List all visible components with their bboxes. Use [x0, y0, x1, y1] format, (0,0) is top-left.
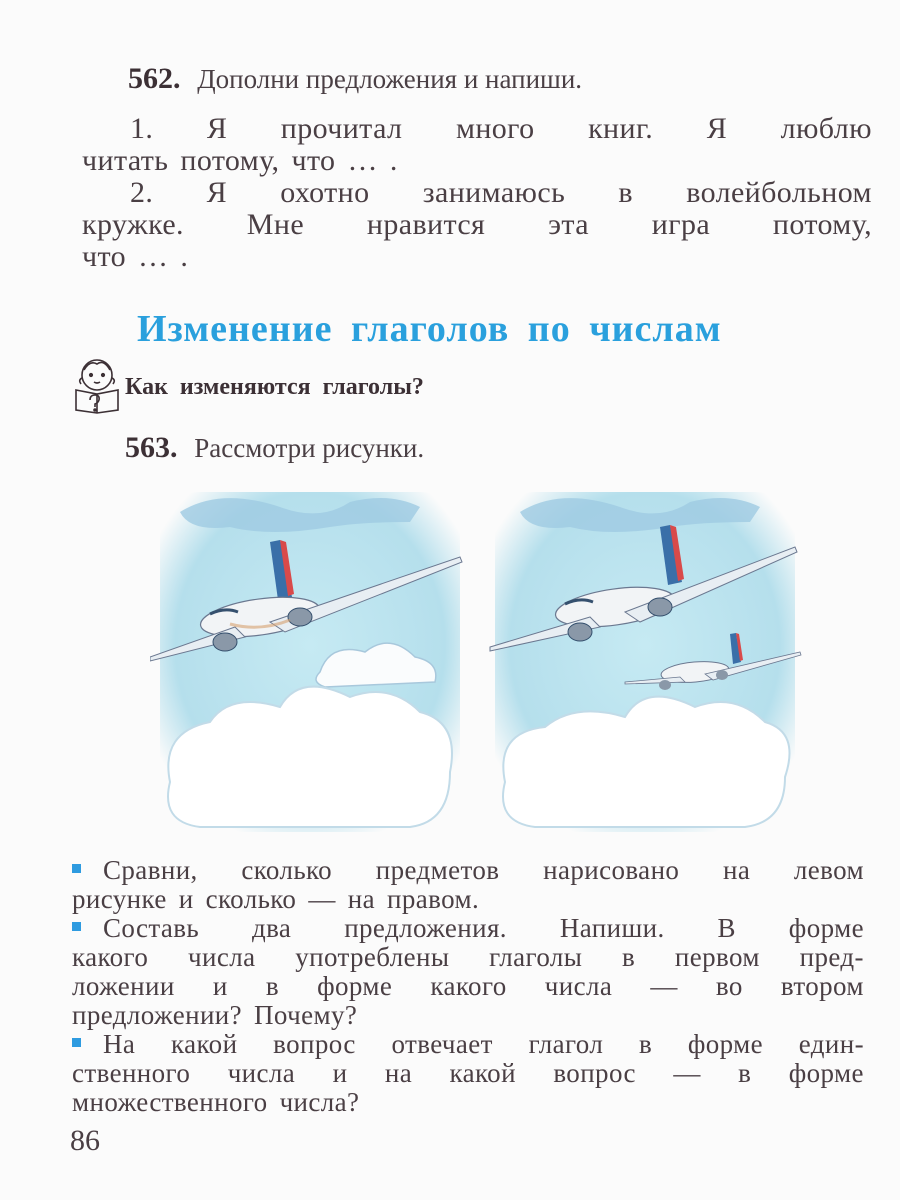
word: — — [650, 971, 678, 1001]
word: какого — [430, 971, 507, 1001]
word: левом — [793, 855, 864, 885]
exercise-number: 562. — [128, 62, 181, 95]
word: Я — [706, 112, 728, 145]
word: На — [103, 1029, 136, 1059]
word: … — [138, 240, 169, 273]
word: Мне — [246, 208, 305, 241]
word: множественного — [72, 1087, 268, 1117]
word: числа? — [279, 1087, 360, 1117]
word: форме — [317, 971, 393, 1001]
word: Сравни, — [103, 855, 198, 885]
word: — — [673, 1058, 701, 1088]
word: что — [82, 240, 127, 273]
word: Почему? — [254, 1000, 358, 1030]
word: пред- — [799, 942, 864, 972]
word: предложения. — [344, 913, 507, 943]
word: ложении — [72, 971, 175, 1001]
exercise-562-heading — [128, 62, 582, 96]
task-line — [72, 856, 864, 885]
word: и — [332, 1058, 348, 1088]
word: какой — [449, 1058, 516, 1088]
word: Составь — [103, 913, 200, 943]
exercise-563-tasks — [72, 856, 864, 1117]
exercise-563-heading — [125, 431, 424, 465]
word: употреблены — [295, 942, 450, 972]
word: 2. — [130, 176, 154, 209]
word: потому, — [772, 208, 872, 241]
word: глагол — [528, 1029, 604, 1059]
page-number: 86 — [70, 1124, 100, 1157]
lesson-question: Как изменяются глаголы? — [125, 374, 424, 400]
word: Напиши. — [559, 913, 665, 943]
word: много — [455, 112, 535, 145]
word: нарисовано — [543, 855, 680, 885]
word: читать — [82, 144, 169, 177]
word: форме — [788, 1058, 864, 1088]
word: потому, — [180, 144, 280, 177]
word: един- — [798, 1029, 864, 1059]
word: игра — [651, 208, 711, 241]
word: вопрос — [553, 1058, 636, 1088]
word: в — [618, 176, 633, 209]
word: на — [347, 884, 375, 914]
word: сколько — [241, 855, 333, 885]
task-line — [72, 1030, 864, 1059]
word: в — [738, 1058, 752, 1088]
word: форме — [687, 1029, 763, 1059]
exercise-instruction: Рассмотри рисунки. — [194, 433, 425, 463]
text-line — [82, 113, 872, 145]
word: глаголы — [489, 942, 583, 972]
picture-three-airplanes — [485, 482, 805, 842]
word: какой — [171, 1029, 238, 1059]
word: и — [178, 884, 194, 914]
word: числа — [227, 1058, 296, 1088]
word: … — [347, 144, 378, 177]
word: прочитал — [280, 112, 403, 145]
task-line — [72, 943, 864, 972]
word: отвечает — [391, 1029, 493, 1059]
word: Я — [206, 176, 227, 209]
word: — — [308, 884, 336, 914]
word: на — [384, 1058, 413, 1088]
word: эта — [548, 208, 589, 241]
word: В — [717, 913, 736, 943]
word: Я — [206, 112, 228, 145]
word: сколько — [205, 884, 297, 914]
word: в — [638, 1029, 653, 1059]
section-title: Изменение глаголов по числам — [137, 308, 722, 350]
text-line — [82, 177, 872, 209]
word: . — [389, 144, 398, 177]
exercise-562-body — [82, 113, 872, 273]
word: и — [212, 971, 228, 1001]
word: форме — [788, 913, 864, 943]
text-line — [82, 209, 872, 241]
word: правом. — [386, 884, 480, 914]
task-line — [72, 885, 864, 914]
word: книг. — [588, 112, 654, 145]
word: вопрос — [273, 1029, 356, 1059]
word: что — [291, 144, 336, 177]
word: занимаюсь — [422, 176, 566, 209]
word: на — [723, 855, 751, 885]
exercise-number: 563. — [125, 431, 178, 464]
word: два — [252, 913, 292, 943]
task-line — [72, 1001, 864, 1030]
word: предметов — [375, 855, 500, 885]
bullet-icon — [72, 922, 81, 931]
word: в — [622, 942, 636, 972]
bullet-icon — [72, 864, 81, 873]
bullet-icon — [72, 1038, 81, 1047]
word: первом — [674, 942, 760, 972]
text-line — [82, 241, 872, 273]
task-line — [72, 972, 864, 1001]
word: в — [265, 971, 279, 1001]
word: 1. — [130, 112, 154, 145]
word: предложении? — [72, 1000, 243, 1030]
task-line — [72, 914, 864, 943]
word: числа — [187, 942, 256, 972]
word: во — [715, 971, 743, 1001]
word: нравится — [366, 208, 486, 241]
reading-child-question-icon — [70, 356, 124, 414]
picture-one-airplane — [150, 482, 470, 842]
word: . — [180, 240, 189, 273]
task-line — [72, 1059, 864, 1088]
word: люблю — [780, 112, 872, 145]
word: числа — [544, 971, 613, 1001]
word: какого — [72, 942, 149, 972]
word: рисунке — [72, 884, 167, 914]
word: кружке. — [82, 208, 184, 241]
word: втором — [780, 971, 864, 1001]
word: ственного — [72, 1058, 191, 1088]
word: волейбольном — [686, 176, 872, 209]
task-line — [72, 1088, 864, 1117]
text-line — [82, 145, 872, 177]
word: охотно — [280, 176, 370, 209]
exercise-instruction: Дополни предложения и напиши. — [197, 64, 583, 94]
